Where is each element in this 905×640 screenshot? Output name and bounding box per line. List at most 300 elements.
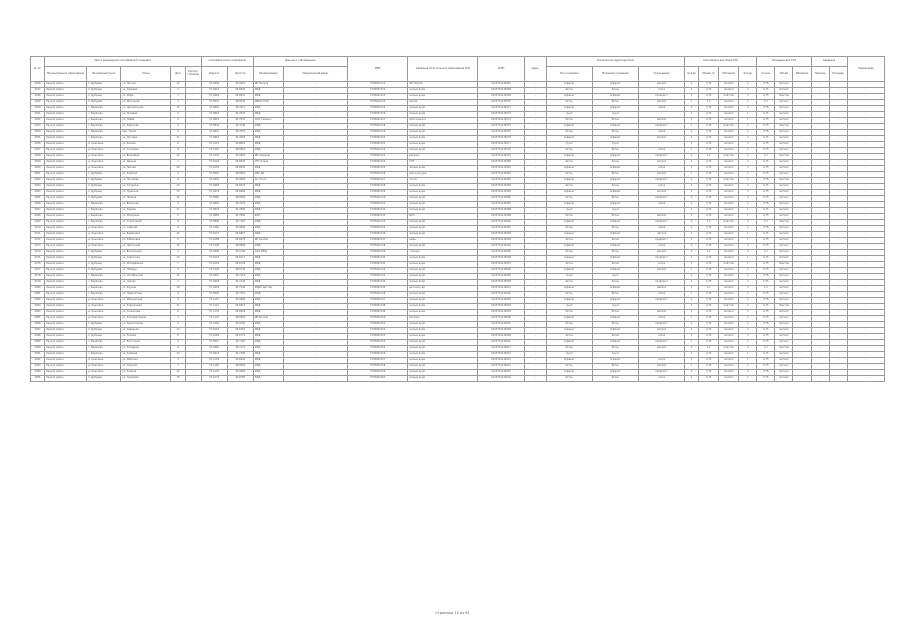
table-cell: ул. Энергетиков: [121, 322, 171, 328]
table-cell: -: [524, 100, 546, 106]
table-cell: 4472: [31, 238, 45, 244]
table-cell: -: [811, 286, 829, 292]
table-cell: -: [847, 100, 884, 106]
table-cell: 0,75: [699, 262, 719, 268]
table-cell: 0,75: [699, 226, 719, 232]
table-cell: 40.7151: [227, 292, 253, 298]
table-cell: 9: [171, 226, 185, 232]
table-cell: 3705002112: [348, 88, 408, 94]
table-cell: -: [847, 130, 884, 136]
table-cell: металл: [719, 100, 739, 106]
table-cell: 3705002119: [348, 130, 408, 136]
table-cell: -: [829, 136, 847, 142]
table-cell: металл: [775, 340, 793, 346]
table-cell: 2: [739, 184, 757, 190]
table-cell: ул. Центральная: [121, 106, 171, 112]
table-cell: 0,75: [757, 274, 775, 280]
table-cell: -: [185, 268, 201, 274]
table-cell: -: [847, 82, 884, 88]
table-cell: 57.0885: [201, 214, 227, 220]
table-cell: 3: [171, 298, 185, 304]
table-cell: 1: [685, 274, 699, 280]
table-cell: 4456: [31, 142, 45, 148]
table-cell: 1023701234585: [478, 190, 524, 196]
table-cell: 57.1066: [201, 226, 227, 232]
table-cell: асфальт: [592, 106, 638, 112]
table-cell: ИП Петров: [408, 82, 478, 88]
table-cell: -: [811, 136, 829, 142]
table-cell: 1: [739, 352, 757, 358]
table-cell: 1: [685, 292, 699, 298]
table-cell: 0,75: [699, 106, 719, 112]
table-cell: МКД: [253, 244, 283, 250]
table-cell: -: [524, 232, 546, 238]
table-cell: жилые дома: [408, 280, 478, 286]
table-cell: 1023701234590: [478, 220, 524, 226]
table-cell: 57.1121: [201, 304, 227, 310]
table-cell: -: [185, 358, 201, 364]
table-cell: 0,75: [699, 328, 719, 334]
table-cell: жилые дома: [408, 136, 478, 142]
table-cell: -: [847, 304, 884, 310]
table-cell: 4481: [31, 292, 45, 298]
table-cell: 3705002122: [348, 148, 408, 154]
table-cell: жилые дома: [408, 292, 478, 298]
table-cell: 40.7052: [227, 130, 253, 136]
table-cell: -: [524, 328, 546, 334]
table-cell: 1: [685, 268, 699, 274]
table-cell: металл: [775, 256, 793, 262]
table-cell: ул. Мельничная: [121, 298, 171, 304]
table-cell: асфальт: [592, 256, 638, 262]
table-cell: 1: [739, 232, 757, 238]
table-cell: -: [811, 220, 829, 226]
table-cell: 40.6684: [227, 190, 253, 196]
table-cell: 1: [685, 316, 699, 322]
table-cell: 4470: [31, 226, 45, 232]
table-cell: 0,75: [757, 370, 775, 376]
table-cell: грунт: [546, 112, 592, 118]
table-cell: -: [283, 358, 347, 364]
table-cell: -: [829, 244, 847, 250]
table-cell: -: [524, 184, 546, 190]
table-cell: грунт: [592, 274, 638, 280]
table-cell: -: [847, 202, 884, 208]
table-cell: 0,75: [757, 196, 775, 202]
table-cell: -: [829, 208, 847, 214]
table-cell: металл: [638, 100, 684, 106]
table-cell: 1: [739, 226, 757, 232]
table-cell: ул. Северная: [121, 328, 171, 334]
table-cell: пластик: [775, 124, 793, 130]
table-cell: -: [283, 148, 347, 154]
table-cell: асфальт: [592, 286, 638, 292]
table-cell: -: [283, 184, 347, 190]
table-cell: бетон: [546, 322, 592, 328]
table-cell: -: [811, 250, 829, 256]
group-tech: Технические характеристики: [546, 57, 684, 67]
table-cell: -: [524, 340, 546, 346]
table-cell: 57.1029: [201, 268, 227, 274]
table-cell: -: [811, 112, 829, 118]
table-cell: д. Ольховка: [87, 226, 121, 232]
table-cell: 57.0985: [201, 196, 227, 202]
table-cell: -: [847, 214, 884, 220]
table-cell: 3705002149: [348, 310, 408, 316]
table-cell: -: [847, 178, 884, 184]
table-cell: 1: [685, 100, 699, 106]
table-cell: Лесной район: [45, 178, 87, 184]
col-fence: Ограждение: [638, 67, 684, 82]
table-cell: Лесной район: [45, 358, 87, 364]
table-cell: профлист: [638, 94, 684, 100]
table-cell: 0,75: [699, 358, 719, 364]
table-cell: -: [811, 214, 829, 220]
table-cell: грунт: [592, 352, 638, 358]
table-cell: пластик: [775, 178, 793, 184]
table-cell: 0,75: [699, 370, 719, 376]
table-cell: -: [811, 118, 829, 124]
table-cell: металл: [719, 268, 739, 274]
table-cell: 40.7046: [227, 124, 253, 130]
table-cell: 1: [685, 376, 699, 382]
table-cell: 0,75: [757, 256, 775, 262]
table-cell: 4467: [31, 208, 45, 214]
table-cell: ул. Осенняя: [121, 364, 171, 370]
table-cell: с. Берёзово: [87, 220, 121, 226]
table-cell: металл: [775, 364, 793, 370]
table-cell: 1: [685, 94, 699, 100]
table-cell: металл: [719, 274, 739, 280]
table-cell: -: [829, 214, 847, 220]
table-cell: 40.7173: [227, 346, 253, 352]
table-cell: 40.6812: [227, 148, 253, 154]
table-cell: 1: [739, 130, 757, 136]
table-cell: -: [283, 376, 347, 382]
col-qty2: Кол-во: [739, 67, 757, 82]
table-cell: -: [793, 304, 811, 310]
table-cell: ул. Озёрная: [121, 226, 171, 232]
table-cell: -: [185, 280, 201, 286]
table-cell: -: [847, 124, 884, 130]
table-cell: металл: [719, 82, 739, 88]
table-cell: металл: [775, 202, 793, 208]
table-cell: Лесной район: [45, 346, 87, 352]
table-cell: 40.7184: [227, 352, 253, 358]
table-cell: -: [185, 292, 201, 298]
table-cell: 0,75: [757, 244, 775, 250]
table-cell: д. Ольховка: [87, 358, 121, 364]
table-cell: жилые дома: [408, 232, 478, 238]
table-cell: 1023701234580: [478, 160, 524, 166]
table-cell: металл: [719, 328, 739, 334]
table-cell: 57.0973: [201, 352, 227, 358]
table-cell: металл: [638, 190, 684, 196]
table-cell: 1: [739, 334, 757, 340]
table-cell: -: [829, 184, 847, 190]
table-cell: 40.6911: [227, 304, 253, 310]
table-cell: 40.6750: [227, 322, 253, 328]
table-cell: 3705002150: [348, 316, 408, 322]
table-cell: 4461: [31, 172, 45, 178]
table-cell: с. Берёзово: [87, 202, 121, 208]
table-cell: сетка: [638, 148, 684, 154]
table-cell: металл: [775, 172, 793, 178]
table-cell: пластик: [775, 346, 793, 352]
col-house: Дом: [171, 67, 185, 82]
table-cell: 4491: [31, 352, 45, 358]
table-cell: 1: [685, 124, 699, 130]
table-cell: 4469: [31, 220, 45, 226]
table-cell: МКД: [253, 130, 283, 136]
table-cell: Лесной район: [45, 292, 87, 298]
table-cell: п. Дубрава: [87, 262, 121, 268]
table-cell: 3705002141: [348, 262, 408, 268]
table-cell: ул. Цветочная: [121, 244, 171, 250]
table-cell: 4493: [31, 364, 45, 370]
table-cell: 57.0907: [201, 274, 227, 280]
table-cell: Лесной район: [45, 316, 87, 322]
table-cell: 40.7096: [227, 214, 253, 220]
table-cell: 3705002113: [348, 94, 408, 100]
table-cell: -: [793, 280, 811, 286]
table-cell: Лесной район: [45, 184, 87, 190]
table-cell: Лесной район: [45, 196, 87, 202]
table-cell: МКД: [253, 142, 283, 148]
table-cell: 3705002117: [348, 118, 408, 124]
table-cell: -: [829, 118, 847, 124]
table-cell: п. Дубрава: [87, 190, 121, 196]
table-cell: -: [847, 328, 884, 334]
table-cell: жилые дома: [408, 304, 478, 310]
table-cell: 3705002125: [348, 166, 408, 172]
table-cell: -: [829, 346, 847, 352]
table-cell: грунт: [592, 112, 638, 118]
table-cell: -: [524, 310, 546, 316]
table-cell: кафе: [408, 238, 478, 244]
table-cell: МКД: [253, 208, 283, 214]
table-cell: 3705002128: [348, 184, 408, 190]
table-cell: -: [847, 154, 884, 160]
table-cell: 1: [685, 226, 699, 232]
table-cell: МКД: [253, 298, 283, 304]
table-cell: 3705002123: [348, 154, 408, 160]
table-cell: пластик: [719, 220, 739, 226]
table-cell: 3705002127: [348, 178, 408, 184]
table-cell: с. Берёзово: [87, 124, 121, 130]
table-cell: -: [185, 208, 201, 214]
table-cell: 1: [685, 214, 699, 220]
table-cell: бетон: [592, 130, 638, 136]
table-cell: 0,75: [757, 208, 775, 214]
col-lon: Долгота: [227, 67, 253, 82]
table-cell: жилые дома: [408, 190, 478, 196]
table-cell: МКД: [253, 202, 283, 208]
table-cell: 4455: [31, 136, 45, 142]
table-cell: -: [811, 340, 829, 346]
table-cell: металл: [775, 292, 793, 298]
table-cell: 4477: [31, 268, 45, 274]
table-cell: 6: [171, 142, 185, 148]
table-cell: Лесной район: [45, 112, 87, 118]
table-cell: д. Ольховка: [87, 310, 121, 316]
table-cell: -: [811, 184, 829, 190]
table-cell: металл: [719, 226, 739, 232]
table-cell: ул. Лермонтова: [121, 292, 171, 298]
table-cell: 40.6642: [227, 100, 253, 106]
table-cell: -: [829, 100, 847, 106]
table-cell: д. Ольховка: [87, 232, 121, 238]
table-cell: 1: [171, 100, 185, 106]
table-cell: -: [283, 346, 347, 352]
table-cell: 2: [685, 196, 699, 202]
table-cell: 3705002152: [348, 328, 408, 334]
registry-sheet: [30, 56, 885, 382]
table-cell: 1,1: [757, 250, 775, 256]
table-cell: -: [811, 244, 829, 250]
table-cell: Лесной район: [45, 250, 87, 256]
table-cell: МКД: [253, 292, 283, 298]
table-cell: п. Дубрава: [87, 184, 121, 190]
table-cell: металл: [775, 160, 793, 166]
table-cell: -: [847, 226, 884, 232]
table-cell: -: [283, 244, 347, 250]
table-cell: -: [811, 370, 829, 376]
table-cell: жилые дома: [408, 142, 478, 148]
table-cell: ФАП: [253, 214, 283, 220]
table-cell: 10: [171, 184, 185, 190]
table-cell: МКД: [253, 274, 283, 280]
table-cell: МДОУ Детсад: [253, 286, 283, 292]
table-cell: -: [847, 340, 884, 346]
table-cell: дом культуры: [408, 172, 478, 178]
table-cell: 3705002120: [348, 136, 408, 142]
table-cell: бетон: [546, 250, 592, 256]
table-cell: -: [793, 250, 811, 256]
table-cell: 3705002158: [348, 364, 408, 370]
table-cell: -: [811, 94, 829, 100]
table-cell: асфальт: [592, 316, 638, 322]
table-cell: асфальт: [546, 286, 592, 292]
table-cell: 1: [739, 268, 757, 274]
table-cell: -: [847, 334, 884, 340]
table-cell: -: [283, 334, 347, 340]
table-cell: жилые дома: [408, 226, 478, 232]
table-cell: жилые дома: [408, 220, 478, 226]
table-cell: ул. Мичурина: [121, 214, 171, 220]
table-cell: 0,75: [757, 136, 775, 142]
table-cell: -: [283, 280, 347, 286]
table-cell: -: [811, 142, 829, 148]
table-cell: 1023701234597: [478, 262, 524, 268]
table-cell: 11: [171, 136, 185, 142]
table-cell: асфальт: [592, 370, 638, 376]
table-cell: 4447: [31, 88, 45, 94]
group-location: Место размещения контейнерной площадки: [45, 57, 202, 67]
table-cell: -: [829, 286, 847, 292]
table-cell: МКД: [253, 262, 283, 268]
table-cell: бетон: [592, 262, 638, 268]
table-cell: металл: [775, 238, 793, 244]
table-cell: асфальт: [546, 178, 592, 184]
table-cell: Лесной район: [45, 208, 87, 214]
table-cell: 1023701234616: [478, 376, 524, 382]
table-cell: 57.0896: [201, 220, 227, 226]
table-cell: -: [524, 136, 546, 142]
table-cell: сетка: [638, 106, 684, 112]
table-cell: 57.0996: [201, 250, 227, 256]
table-cell: 1: [685, 202, 699, 208]
table-cell: 1023701234596: [478, 256, 524, 262]
table-cell: МКД: [253, 334, 283, 340]
table-cell: -: [811, 304, 829, 310]
table-cell: металл: [719, 322, 739, 328]
group-krupno: Площадка для КГО: [757, 57, 811, 67]
table-cell: -: [793, 274, 811, 280]
table-cell: МКД: [253, 340, 283, 346]
table-cell: бетон: [546, 226, 592, 232]
table-cell: 0,75: [699, 364, 719, 370]
table-cell: 40.6801: [227, 142, 253, 148]
table-cell: -: [793, 202, 811, 208]
table-cell: -: [283, 370, 347, 376]
table-cell: -: [829, 298, 847, 304]
table-cell: ул. Зимняя: [121, 370, 171, 376]
table-cell: -: [283, 292, 347, 298]
table-cell: 1: [685, 172, 699, 178]
table-cell: 1023701234612: [478, 352, 524, 358]
table-cell: -: [185, 214, 201, 220]
table-cell: металл: [719, 184, 739, 190]
table-cell: -: [847, 280, 884, 286]
table-cell: -: [811, 178, 829, 184]
table-cell: Лесной район: [45, 310, 87, 316]
table-cell: 0,75: [699, 136, 719, 142]
table-cell: -: [847, 94, 884, 100]
table-cell: МКД: [253, 346, 283, 352]
table-cell: Лесной район: [45, 136, 87, 142]
table-cell: 6: [171, 310, 185, 316]
table-cell: грунт: [546, 274, 592, 280]
table-cell: 1023701234583: [478, 178, 524, 184]
table-cell: 13: [171, 352, 185, 358]
col-kgo-vol: Объём: [775, 67, 793, 82]
table-cell: 40.7140: [227, 286, 253, 292]
table-cell: 3705002129: [348, 190, 408, 196]
table-cell: жилые дома: [408, 148, 478, 154]
table-cell: -: [283, 232, 347, 238]
table-cell: бетон: [546, 346, 592, 352]
table-cell: -: [811, 376, 829, 382]
page-footer: Страница 15 из 61: [435, 611, 470, 615]
table-cell: ул. Родниковая: [121, 304, 171, 310]
table-cell: д. Ольховка: [87, 364, 121, 370]
table-cell: 40.6966: [227, 370, 253, 376]
table-cell: с. Берёзово: [87, 346, 121, 352]
table-cell: -: [283, 220, 347, 226]
table-cell: -: [638, 208, 684, 214]
table-cell: металл: [719, 340, 739, 346]
table-cell: жилые дома: [408, 352, 478, 358]
table-cell: -: [793, 184, 811, 190]
table-cell: д. Ольховка: [87, 370, 121, 376]
table-cell: асфальт: [592, 220, 638, 226]
table-cell: -: [524, 124, 546, 130]
table-cell: асфальт: [546, 106, 592, 112]
table-cell: 1023701234579: [478, 154, 524, 160]
table-cell: Лесной район: [45, 334, 87, 340]
table-cell: -: [793, 130, 811, 136]
